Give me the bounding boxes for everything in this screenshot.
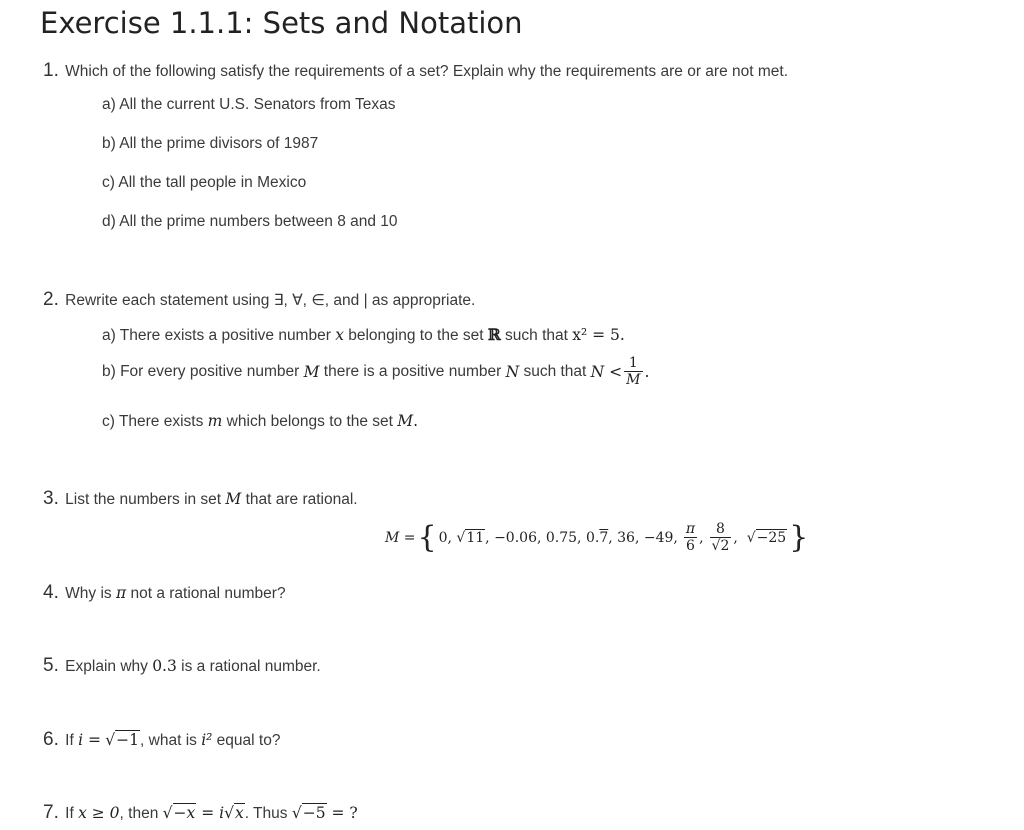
text: which belongs to the set [222, 413, 398, 430]
question-text: List the numbers in set [65, 491, 226, 508]
radicand: x [234, 804, 244, 822]
numerator: π [685, 521, 696, 537]
set-m-expression: M = { 0, √11 , −0.06, 0.75, 0. 7 , 36, −49, $\frac{\pi}{6}$ , $\frac{8}{√2}$ , √−25 } [385, 519, 809, 555]
set-items: 0, [438, 529, 452, 546]
math-var: M [397, 412, 414, 430]
math-expr: i = [78, 731, 101, 749]
question-text: Rewrite each statement using [65, 292, 274, 309]
text: such that [523, 362, 587, 380]
radicand: −x [173, 804, 196, 822]
question-4 [43, 582, 286, 604]
question-text: is a rational number. [176, 658, 321, 675]
math-var: M [225, 490, 242, 508]
denominator: √2 [711, 538, 730, 554]
repeating-digit: 7 [599, 529, 609, 546]
text: there is a positive number [323, 362, 502, 380]
question-text: , what is [140, 732, 202, 749]
question-text: . Thus [244, 805, 292, 822]
math-var: π [115, 584, 127, 602]
question-text: not a rational number? [126, 585, 286, 602]
question-text: Why is [65, 585, 116, 602]
math-expr: x ≥ 0 [78, 804, 120, 822]
numerator: 8 [715, 521, 725, 537]
radicand: 2 [720, 538, 730, 554]
text: c) There exists [102, 413, 208, 430]
sqrt: √x [224, 804, 244, 822]
set-items: , −0.06, 0.75, 0. [485, 529, 600, 546]
math-expr: = ? [326, 804, 358, 822]
numerator: 1 [628, 355, 638, 371]
text: a) There exists a positive number [102, 327, 336, 344]
such-that-symbol: | [363, 292, 368, 309]
real-numbers-symbol: ℝ [487, 325, 501, 344]
math-expr: N < [590, 362, 623, 381]
q1-option-a: a) All the current U.S. Senators from Texas [102, 96, 396, 113]
radicand: −1 [116, 731, 140, 749]
question-number: 5. [43, 655, 59, 676]
denominator: M [626, 372, 641, 388]
denominator: 6 [686, 538, 695, 554]
fraction [624, 356, 642, 387]
math-expr: x² = 5. [572, 326, 625, 344]
period: . [413, 412, 419, 430]
question-text: equal to? [212, 732, 281, 749]
radicand: −25 [756, 529, 787, 546]
sqrt: √−x [162, 804, 196, 822]
set-lhs: M = [385, 529, 416, 546]
q2-option-b [102, 356, 649, 387]
math-expr: = i [196, 804, 225, 822]
q1-option-b: b) All the prime divisors of 1987 [102, 135, 319, 152]
question-text: as appropriate. [367, 292, 476, 309]
math-var: N [505, 362, 520, 381]
period: . [644, 362, 650, 381]
math-value: 0.3 [152, 657, 177, 675]
question-text: If [65, 805, 79, 822]
question-number: 7. [43, 802, 59, 823]
question-2 [43, 289, 475, 311]
q2-option-c [102, 412, 418, 431]
q1-option-c: c) All the tall people in Mexico [102, 174, 307, 191]
question-6 [43, 729, 280, 751]
q2-option-a [102, 325, 625, 345]
right-brace: } [789, 519, 809, 555]
radicand: −5 [302, 804, 326, 822]
math-expr: i² [201, 731, 213, 749]
question-text: If [65, 732, 79, 749]
question-number: 2. [43, 289, 59, 310]
radicand: 11 [466, 529, 485, 546]
sqrt-11: √11 [456, 529, 485, 546]
fraction-8-sqrt2 [710, 522, 732, 553]
question-5 [43, 655, 321, 677]
question-number: 3. [43, 488, 59, 509]
text: belonging to the set [343, 327, 488, 344]
question-number: 6. [43, 729, 59, 750]
math-var: m [207, 412, 223, 430]
set-items: , 36, −49, [608, 529, 678, 546]
q1-option-d: d) All the prime numbers between 8 and 10 [102, 213, 398, 230]
question-number: 4. [43, 582, 59, 603]
sqrt: √−5 [291, 804, 326, 822]
math-var: x [335, 326, 344, 344]
page-title: Exercise 1.1.1: Sets and Notation [40, 6, 523, 40]
question-1 [43, 60, 788, 82]
question-text: Explain why [65, 658, 153, 675]
left-brace: { [417, 519, 437, 555]
quantifier-symbols: ∃, ∀, ∈, [273, 292, 330, 309]
question-text: that are rational. [241, 491, 358, 508]
math-var: M [303, 362, 320, 381]
sqrt-neg-25: √−25 [746, 529, 787, 546]
text: such that [500, 327, 573, 344]
question-7 [43, 802, 358, 824]
text: b) For every positive number [102, 362, 300, 380]
question-text: Which of the following satisfy the requirements of a set? Explain why the requirements are or are not met. [65, 63, 788, 80]
question-3 [43, 488, 358, 510]
fraction-pi-6 [684, 522, 697, 553]
question-number: 1. [43, 60, 59, 81]
sqrt: √−1 [105, 731, 140, 749]
question-text: and [329, 292, 364, 309]
question-text: , then [119, 805, 163, 822]
